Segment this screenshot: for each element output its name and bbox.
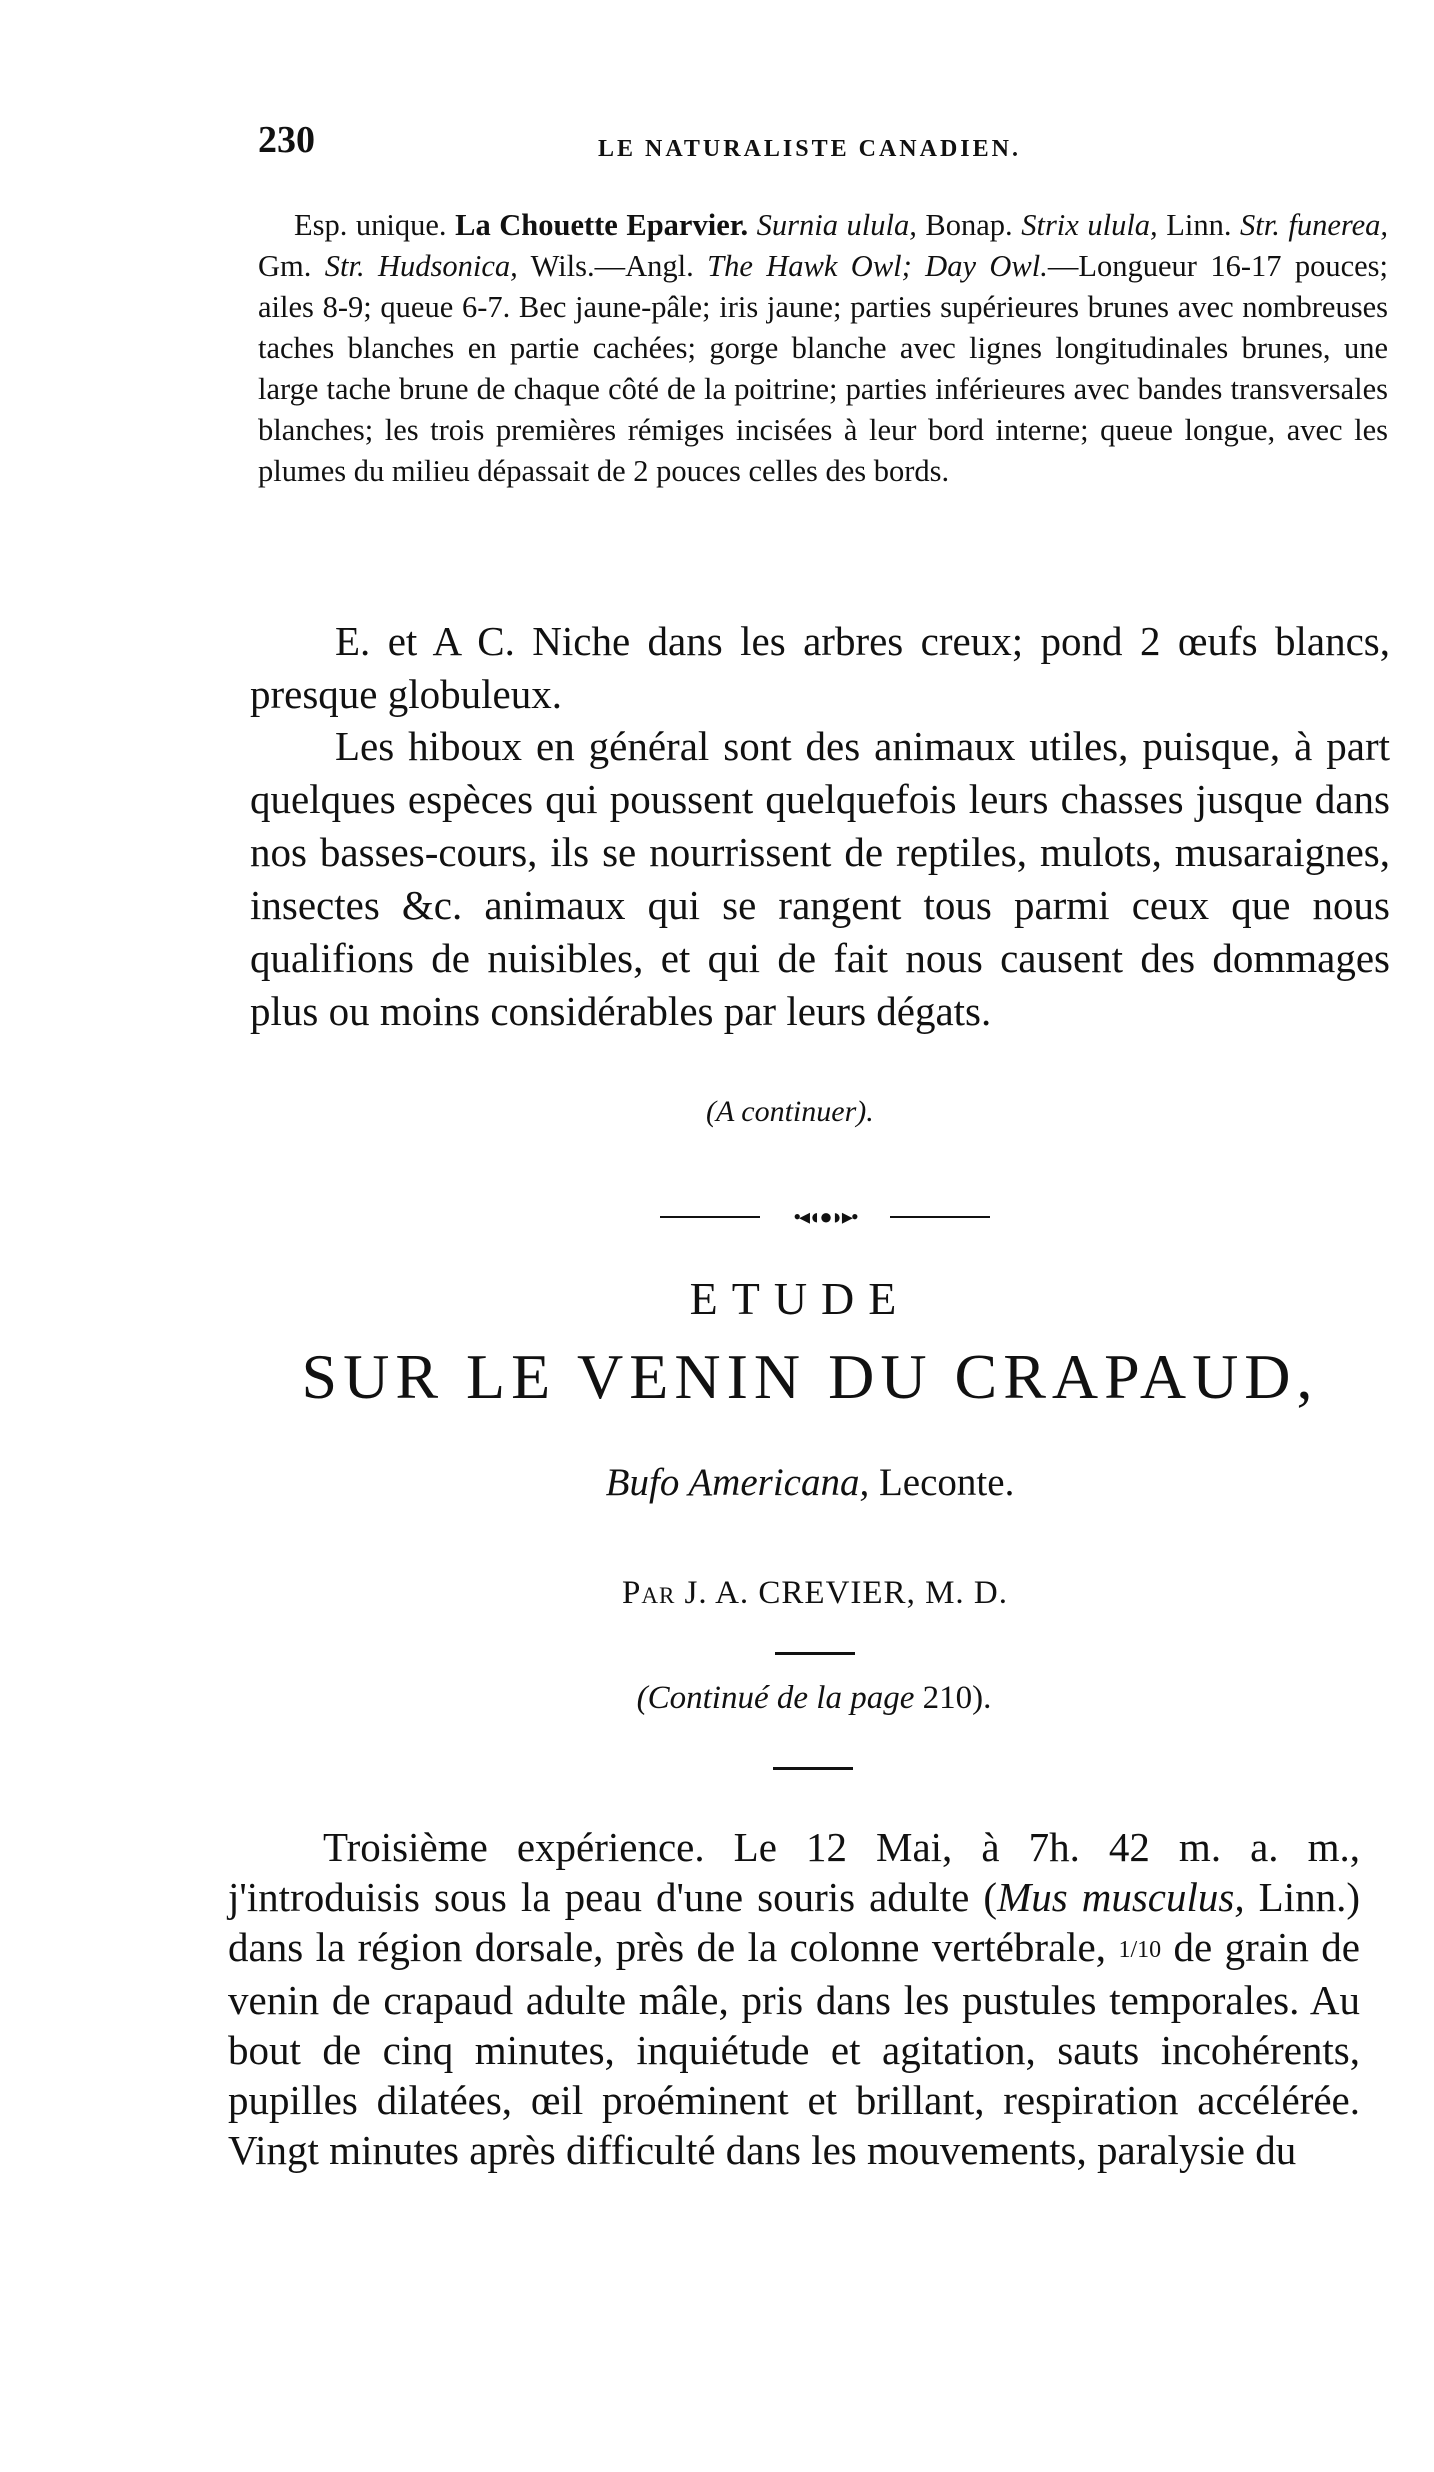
page-header: [258, 118, 1388, 178]
article-species: [0, 1460, 1434, 1505]
dose-fraction: 1/10: [1118, 1937, 1162, 1963]
to-continue-note: (A continuer).: [706, 1095, 874, 1128]
experiment-paragraph: [228, 1822, 1360, 2175]
continued-page: 210).: [922, 1680, 992, 1716]
byline-prefix: Par: [621, 1575, 676, 1611]
species-entry-paragraph: [258, 205, 1388, 492]
running-head: LE NATURALISTE CANADIEN.: [598, 136, 1021, 162]
ornament-glyphs: •◂◖●◗▸•: [793, 1204, 857, 1229]
authority: Gm.: [258, 249, 312, 283]
scientific-name: Str. funerea,: [1240, 208, 1389, 242]
article-title: SUR LE VENIN DU CRAPAUD,: [301, 1341, 1319, 1412]
divider-line: [890, 1216, 990, 1218]
common-name: La Chouette Eparvier.: [455, 208, 749, 242]
continued-note: [0, 1680, 1434, 1717]
entry-lead: Esp. unique.: [294, 208, 447, 242]
experiment-text: Linn.) dans la région dorsale, près de la colonne vertébrale,: [228, 1874, 1361, 1970]
scientific-name: Strix ulula,: [1021, 208, 1158, 242]
species-author: Leconte.: [878, 1461, 1015, 1504]
page-number: 230: [258, 119, 315, 161]
authority: Linn.: [1166, 208, 1232, 242]
continued-prefix: (Continué de la page: [636, 1680, 915, 1716]
short-rule: [773, 1767, 853, 1770]
authority: Bonap.: [925, 208, 1013, 242]
short-rule: [775, 1652, 855, 1655]
experiment-text: de grain de venin de crapaud adulte mâle, pris dans les pustules temporales. Au bout de cinq minutes, inquiétude et agitation, sauts incohérents, pupilles dilatées, œil proéminent et brillant, respiration accélérée. Vingt minutes après difficulté dans les mouvements, paralysie du: [228, 1924, 1361, 2173]
article-byline: [0, 1575, 1434, 1612]
author-name: J. A. CREVIER, M. D.: [684, 1575, 1008, 1611]
owls-paragraph: Les hiboux en général sont des animaux utiles, puisque, à part quelques espèces qui poussent quelquefois leurs chasses jusque dans nos basses-cours, ils se nourrissent de reptiles, mulots, musaraignes, insectes &c. animaux qui se rangent tous parmi ceux que nous qualifions de nuisibles, et qui de fait nous causent des dommages plus ou moins considérables par leurs dégats.: [250, 723, 1390, 1034]
article-kicker: ETUDE: [689, 1273, 911, 1324]
english-name: The Hawk Owl; Day Owl.: [707, 249, 1048, 283]
divider-line: [660, 1216, 760, 1218]
habitat-paragraph: E. et A C. Niche dans les arbres creux; pond 2 œufs blancs, presque globuleux.: [250, 618, 1390, 717]
scientific-name: Mus musculus,: [997, 1874, 1245, 1920]
section-divider-ornament: [660, 1205, 990, 1229]
species-name: Bufo Americana,: [605, 1461, 870, 1504]
scientific-name: Surnia ulula,: [756, 208, 917, 242]
species-description: —Longueur 16-17 pouces; ailes 8-9; queue 6-7. Bec jaune-pâle; iris jaune; parties supérieures brunes avec nombreuses taches blanches en partie cachées; gorge blanche avec lignes longitudinales brunes, une large tache brune de chaque côté de la poitrine; parties inférieures avec bandes transversales blanches; les trois premières rémiges incisées à leur bord interne; queue longue, avec les plumes du milieu dépassait de 2 pouces celles des bords.: [258, 249, 1389, 488]
experiment-text: Troisième expérience. Le 12 Mai, à 7h. 42 m. a. m., j'introduisis sous la peau d'une souris adulte (: [228, 1824, 1360, 1920]
authority: Wils.—Angl.: [530, 249, 694, 283]
scientific-name: Str. Hudsonica,: [324, 249, 518, 283]
